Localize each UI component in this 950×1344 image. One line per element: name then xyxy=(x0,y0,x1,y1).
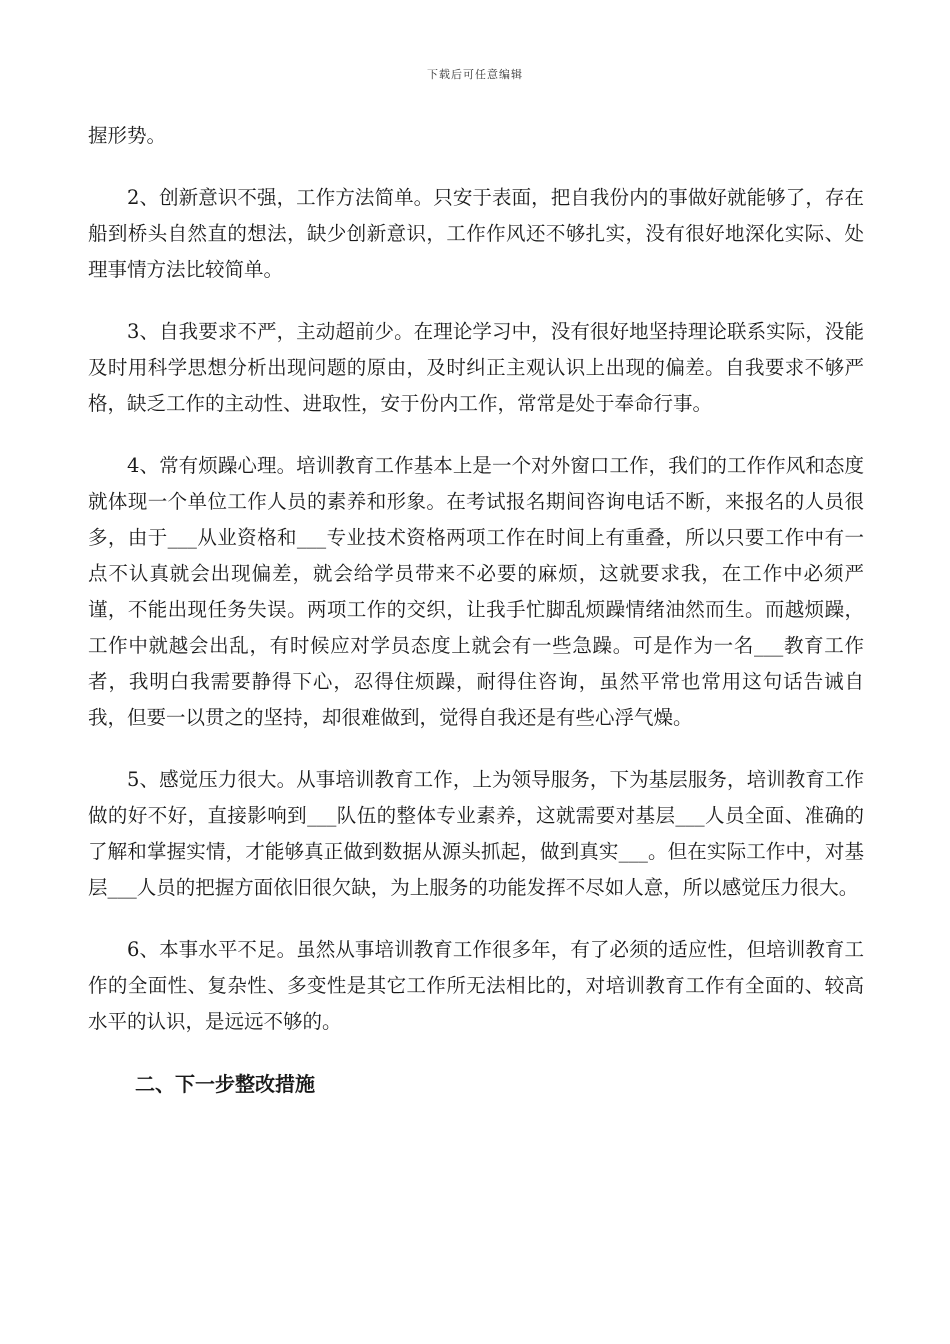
section-heading: 二、下一步整改措施 xyxy=(135,1072,315,1096)
paragraph-continuation: 握形势。 xyxy=(88,124,167,147)
document-body xyxy=(88,118,864,1102)
paragraph-item-2: 2、创新意识不强，工作方法简单。只安于表面，把自我份内的事做好就能够了，存在船到桥头自然直的想法，缺少创新意识，工作作风还不够扎实，没有很好地深化实际、处理事情方法比较简单。 xyxy=(88,186,864,281)
page-header: 下载后可任意编辑 xyxy=(427,68,523,81)
paragraph-item-6: 6、本事水平不足。虽然从事培训教育工作很多年，有了必须的适应性，但培训教育工作的全面性、复杂性、多变性是其它工作所无法相比的，对培训教育工作有全面的、较高水平的认识，是远远不够的。 xyxy=(88,938,864,1033)
paragraph-item-4: 4、常有烦躁心理。培训教育工作基本上是一个对外窗口工作，我们的工作作风和态度就体现一个单位工作人员的素养和形象。在考试报名期间咨询电话不断，来报名的人员很多，由于___从业资格和___专业技术资格两项工作在时间上有重叠，所以只要工作中有一点不认真就会出现偏差，就会给学员带来不必要的麻烦，这就要求我，在工作中必须严谨，不能出现任务失误。两项工作的交织，让我手忙脚乱烦躁情绪油然而生。而越烦躁，工作中就越会出乱，有时候应对学员态度上就会有一些急躁。可是作为一名___教育工作者，我明白我需要静得下心，忍得住烦躁，耐得住咨询，虽然平常也常用这句话告诫自我，但要一以贯之的坚持，却很难做到，觉得自我还是有些心浮气燥。 xyxy=(88,454,864,729)
paragraph-item-5: 5、感觉压力很大。从事培训教育工作，上为领导服务，下为基层服务，培训教育工作做的好不好，直接影响到___队伍的整体专业素养，这就需要对基层___人员全面、准确的了解和掌握实情，才能够真正做到数据从源头抓起，做到真实___。但在实际工作中，对基层___人员的把握方面依旧很欠缺，为上服务的功能发挥不尽如人意，所以感觉压力很大。 xyxy=(88,768,864,899)
paragraph-item-3: 3、自我要求不严，主动超前少。在理论学习中，没有很好地坚持理论联系实际，没能及时用科学思想分析出现问题的原由，及时纠正主观认识上出现的偏差。自我要求不够严格，缺乏工作的主动性、进取性，安于份内工作，常常是处于奉命行事。 xyxy=(88,320,864,415)
